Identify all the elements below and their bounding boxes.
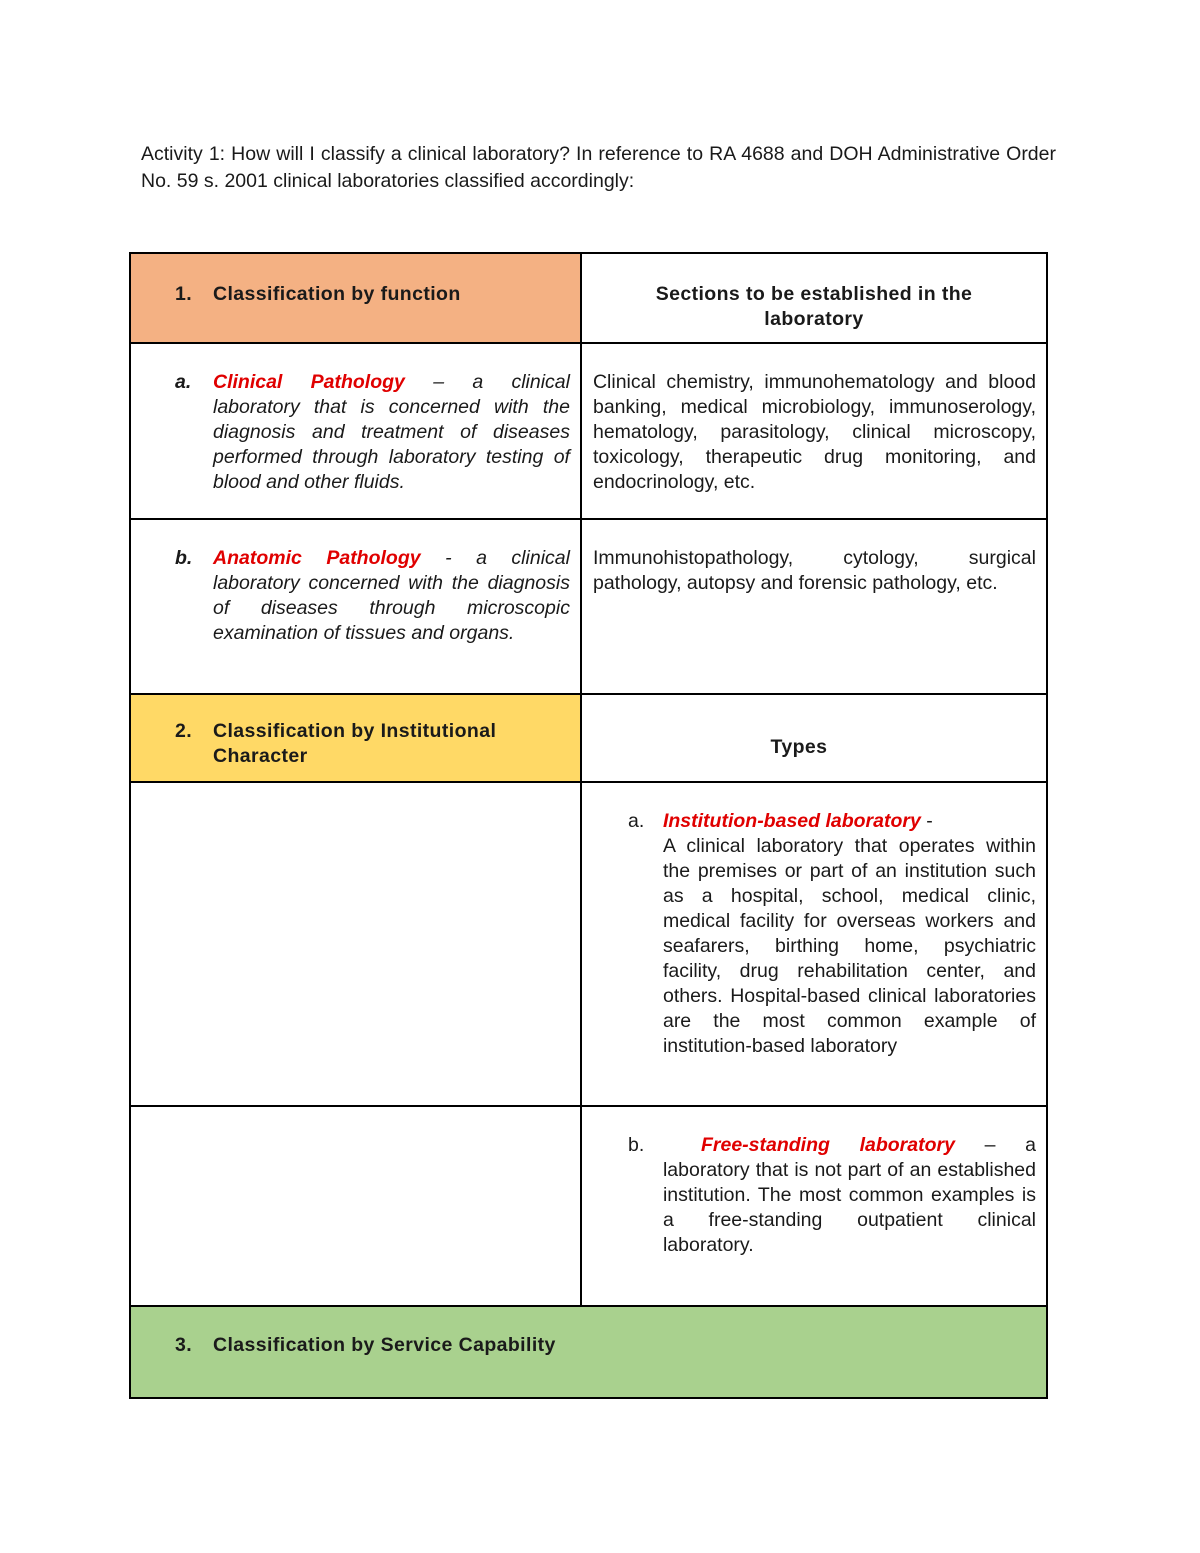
section-title: Classification by Institutional Character: [213, 720, 497, 767]
institution-based-text: [663, 809, 1036, 1059]
section-title: Classification by Service Capability: [213, 1334, 556, 1356]
activity-intro: Activity 1: How will I classify a clinical laboratory? In reference to RA 4688 and DOH Administrative Order No. 59 s. 2001 clinical laboratories classified accordingly:: [141, 143, 1056, 192]
free-standing-cell: [581, 1106, 1047, 1306]
clinical-pathology-sections-cell: [581, 343, 1047, 519]
types-header-cell: [581, 694, 1047, 782]
sections-header-cell: [581, 253, 1047, 343]
clinical-pathology-sections: Clinical chemistry, immunohematology and blood banking, medical microbiology, immunoserology, hematology, parasitology, clinical microscopy, toxicology, therapeutic drug monitoring, and endocrinology, etc.: [592, 371, 1036, 493]
anatomic-pathology-text: [213, 546, 570, 646]
institution-based-definition: A clinical laboratory that operates within the premises or part of an institution such as a hospital, school, medical clinic, medical facility for overseas workers and seafarers, birthing home, psychiatric facility, drug rehabilitation center, and others. Hospital-based clinical laboratories are the most common example of institution-based laboratory: [662, 835, 1036, 1057]
institution-based-term: Institution-based laboratory: [662, 810, 921, 832]
institution-based-cell: [581, 782, 1047, 1106]
section-number: 2.: [175, 720, 193, 742]
item-letter: a.: [175, 371, 192, 393]
free-standing-definition: a laboratory that is not part of an established institution. The most common examples is a free-standing outpatient clinical laboratory.: [662, 1134, 1036, 1256]
classification-table: [129, 252, 1048, 1399]
types-header: Types: [770, 736, 828, 758]
free-standing-text: [663, 1133, 1036, 1258]
function-header-cell: [130, 253, 581, 343]
section-number: 1.: [175, 283, 193, 305]
term-separator: –: [954, 1134, 1026, 1156]
clinical-pathology-definition: – a clinical laboratory that is concerned with the diagnosis and treatment of diseases performed through laboratory testing of blood and other fluids.: [213, 371, 570, 493]
service-header-row: [130, 1306, 1047, 1398]
type-letter: a.: [627, 810, 645, 832]
free-standing-term: Free-standing laboratory: [700, 1134, 955, 1156]
term-separator: -: [920, 810, 933, 832]
institutional-header-row: [130, 694, 1047, 782]
section-number: 3.: [175, 1334, 193, 1356]
clinical-pathology-text: [213, 370, 570, 495]
empty-cell: [130, 782, 581, 1106]
clinical-pathology-term: Clinical Pathology: [213, 371, 405, 393]
service-header-cell: [130, 1306, 1047, 1398]
section-title: Classification by function: [213, 283, 461, 305]
function-header-row: [130, 253, 1047, 343]
table-row: [130, 519, 1047, 694]
anatomic-pathology-sections: Immunohistopathology, cytology, surgical pathology, autopsy and forensic pathology, etc.: [592, 547, 1036, 594]
sections-header: Sections to be established in the laboratory: [655, 283, 973, 330]
anatomic-pathology-term: Anatomic Pathology: [213, 547, 421, 569]
anatomic-pathology-definition: - a clinical laboratory concerned with the diagnosis of diseases through microscopic examination of tissues and organs.: [213, 547, 570, 644]
institutional-header-cell: [130, 694, 581, 782]
table-row: [130, 782, 1047, 1106]
table-row: [130, 1106, 1047, 1306]
anatomic-pathology-cell: [130, 519, 581, 694]
empty-cell: [130, 1106, 581, 1306]
clinical-pathology-cell: [130, 343, 581, 519]
anatomic-pathology-sections-cell: [581, 519, 1047, 694]
type-letter: b.: [627, 1134, 645, 1156]
table-row: [130, 343, 1047, 519]
item-letter: b.: [175, 547, 193, 569]
